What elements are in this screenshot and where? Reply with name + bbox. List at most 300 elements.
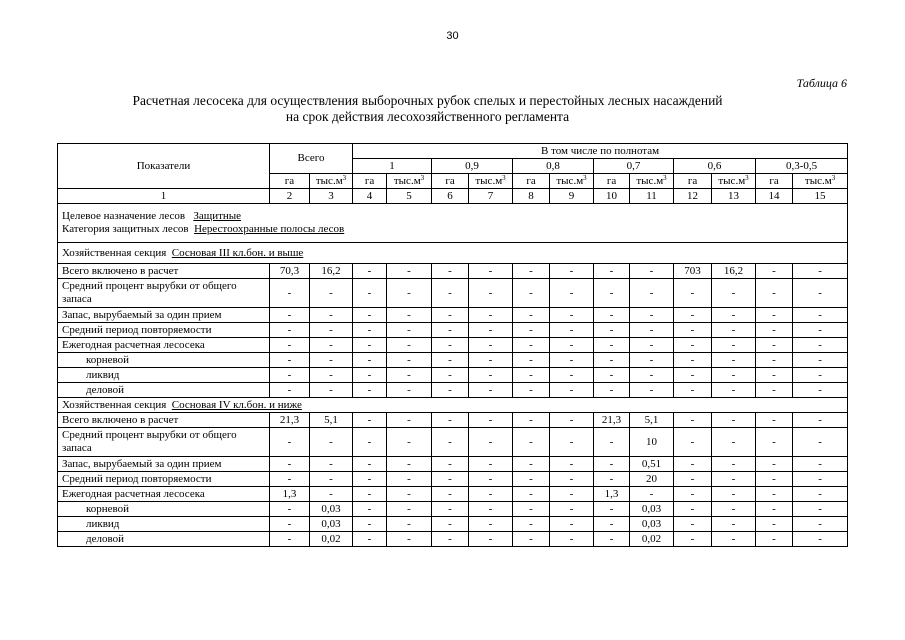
table-row <box>58 428 848 457</box>
table-cell: - <box>793 472 848 487</box>
table-cell: - <box>469 323 513 338</box>
table-cell: - <box>630 383 674 398</box>
table-label: Таблица 6 <box>796 76 847 90</box>
row-label: Средний период повторяемости <box>58 323 270 338</box>
table-row <box>58 457 848 472</box>
table-cell: - <box>513 472 550 487</box>
column-number: 9 <box>550 189 594 204</box>
table-cell: - <box>793 413 848 428</box>
table-cell: - <box>793 368 848 383</box>
table-cell: - <box>387 353 432 368</box>
header-density-1: 0,9 <box>432 159 513 174</box>
table-cell: 703 <box>674 264 712 279</box>
row-label: Средний процент вырубки от общего запаса <box>58 428 270 457</box>
header-by-density: В том числе по полнотам <box>353 144 848 159</box>
table-cell: - <box>432 532 469 547</box>
table-cell: - <box>432 487 469 502</box>
table-cell: - <box>513 487 550 502</box>
table-cell: - <box>756 502 793 517</box>
table-cell: - <box>353 383 387 398</box>
category-label: Категория защитных лесов <box>62 223 189 235</box>
purpose-label: Целевое назначение лесов <box>62 210 186 222</box>
table-cell: - <box>674 428 712 457</box>
table-cell: - <box>513 383 550 398</box>
section-2-header <box>58 398 848 413</box>
purpose-value: Защитные <box>193 210 242 222</box>
table-cell: - <box>513 323 550 338</box>
table-cell: - <box>469 517 513 532</box>
table-cell: 1,3 <box>594 487 630 502</box>
table-cell: - <box>270 532 310 547</box>
table-cell: - <box>513 338 550 353</box>
table-cell: - <box>630 308 674 323</box>
table-cell: - <box>793 279 848 308</box>
table-cell: - <box>310 368 353 383</box>
table-row <box>58 264 848 279</box>
category-value: Нерестоохранные полосы лесов <box>194 223 345 235</box>
page-number: 30 <box>446 30 459 42</box>
header-unit-m3: $тыс.м^3$ <box>550 174 594 189</box>
table-cell: - <box>469 532 513 547</box>
table-cell: 0,02 <box>630 532 674 547</box>
table-cell: - <box>712 353 756 368</box>
table-cell: 21,3 <box>270 413 310 428</box>
table-cell: 1,3 <box>270 487 310 502</box>
table-cell: 16,2 <box>310 264 353 279</box>
table-cell: - <box>550 383 594 398</box>
table-cell: - <box>353 353 387 368</box>
table-cell: - <box>353 472 387 487</box>
table-cell: - <box>550 502 594 517</box>
table-cell: - <box>513 517 550 532</box>
table-cell: - <box>712 502 756 517</box>
column-number: 15 <box>793 189 848 204</box>
table-cell: - <box>712 368 756 383</box>
table-cell: - <box>513 264 550 279</box>
table-cell: 5,1 <box>630 413 674 428</box>
table-cell: - <box>756 308 793 323</box>
table-cell: - <box>387 264 432 279</box>
table-cell: - <box>712 279 756 308</box>
table-cell: - <box>712 487 756 502</box>
table-cell: - <box>594 517 630 532</box>
table-cell: - <box>432 338 469 353</box>
table-cell: - <box>756 353 793 368</box>
table-cell: - <box>756 428 793 457</box>
table-cell: - <box>310 279 353 308</box>
table-cell: - <box>550 428 594 457</box>
table-cell: - <box>630 353 674 368</box>
header-unit-ha: га <box>674 174 712 189</box>
table-cell: - <box>594 383 630 398</box>
table-row <box>58 472 848 487</box>
table-cell: - <box>550 413 594 428</box>
table-cell: - <box>432 457 469 472</box>
row-label: Запас, вырубаемый за один прием <box>58 308 270 323</box>
table-cell: - <box>674 353 712 368</box>
table-cell: - <box>674 487 712 502</box>
row-label: деловой <box>58 383 270 398</box>
table-title <box>0 93 855 125</box>
table-cell: - <box>387 383 432 398</box>
header-total: Всего <box>270 144 353 174</box>
table-cell: - <box>469 308 513 323</box>
table-cell: - <box>270 308 310 323</box>
table-cell: - <box>469 264 513 279</box>
table-cell: - <box>310 487 353 502</box>
table-cell: - <box>793 502 848 517</box>
table-cell: - <box>353 517 387 532</box>
table-cell: - <box>793 338 848 353</box>
table-cell: - <box>270 428 310 457</box>
header-unit-ha: га <box>594 174 630 189</box>
table-cell: - <box>469 279 513 308</box>
table-cell: - <box>387 502 432 517</box>
column-number: 6 <box>432 189 469 204</box>
table-cell: - <box>756 383 793 398</box>
table-cell: - <box>793 457 848 472</box>
table-cell: - <box>270 338 310 353</box>
table-cell: - <box>550 368 594 383</box>
row-label: ликвид <box>58 368 270 383</box>
table-cell: - <box>353 413 387 428</box>
column-number: 5 <box>387 189 432 204</box>
table-row <box>58 279 848 308</box>
table-cell: - <box>432 517 469 532</box>
header-unit-ha: га <box>432 174 469 189</box>
table-cell: - <box>630 338 674 353</box>
table-row <box>58 353 848 368</box>
table-cell: - <box>432 264 469 279</box>
table-row <box>58 502 848 517</box>
table-cell: - <box>674 308 712 323</box>
table-cell: - <box>594 323 630 338</box>
table-cell: - <box>432 502 469 517</box>
table-cell: - <box>793 487 848 502</box>
table-cell: - <box>594 368 630 383</box>
table-cell: - <box>270 472 310 487</box>
table-cell: - <box>756 264 793 279</box>
header-unit-m3: $тыс.м^3$ <box>793 174 848 189</box>
header-unit-m3: $тыс.м^3$ <box>387 174 432 189</box>
header-unit-m3: $тыс.м^3$ <box>630 174 674 189</box>
table-cell: - <box>310 353 353 368</box>
column-number: 2 <box>270 189 310 204</box>
table-cell: - <box>270 502 310 517</box>
table-cell: - <box>353 308 387 323</box>
table-cell: 0,51 <box>630 457 674 472</box>
table-cell: - <box>353 338 387 353</box>
header-unit-m3: $тыс.м^3$ <box>712 174 756 189</box>
table-cell: - <box>432 383 469 398</box>
table-cell: - <box>513 502 550 517</box>
column-number: 14 <box>756 189 793 204</box>
table-row <box>58 323 848 338</box>
header-density-3: 0,7 <box>594 159 674 174</box>
table-cell: - <box>353 279 387 308</box>
table-cell: - <box>550 264 594 279</box>
column-number: 10 <box>594 189 630 204</box>
table-cell: - <box>469 428 513 457</box>
table-cell: - <box>353 502 387 517</box>
table-cell: - <box>387 338 432 353</box>
table-cell: - <box>793 428 848 457</box>
table-cell: - <box>432 279 469 308</box>
table-cell: - <box>469 413 513 428</box>
table-cell: 10 <box>630 428 674 457</box>
header-unit-ha: га <box>756 174 793 189</box>
table-cell: - <box>469 368 513 383</box>
table-cell: - <box>270 457 310 472</box>
table-cell: - <box>793 532 848 547</box>
table-cell: 21,3 <box>594 413 630 428</box>
table-cell: - <box>594 502 630 517</box>
table-cell: - <box>513 457 550 472</box>
row-label: Средний процент вырубки от общего запаса <box>58 279 270 308</box>
table-cell: - <box>432 472 469 487</box>
table-cell: - <box>387 323 432 338</box>
table-cell: - <box>712 338 756 353</box>
row-label: Ежегодная расчетная лесосека <box>58 487 270 502</box>
header-unit-ha: га <box>513 174 550 189</box>
table-cell: - <box>310 457 353 472</box>
table-cell: - <box>353 457 387 472</box>
table-cell: - <box>674 472 712 487</box>
table-cell: - <box>353 323 387 338</box>
column-number: 8 <box>513 189 550 204</box>
table-cell: - <box>674 517 712 532</box>
table-cell: - <box>712 383 756 398</box>
table-cell: - <box>712 472 756 487</box>
table-cell: 0,03 <box>310 517 353 532</box>
table-cell: - <box>712 428 756 457</box>
row-label: корневой <box>58 502 270 517</box>
table-cell: - <box>793 308 848 323</box>
table-cell: - <box>550 338 594 353</box>
table-cell: 0,03 <box>630 517 674 532</box>
section-1-value: Сосновая III кл.бон. и выше <box>171 246 304 259</box>
column-number: 1 <box>58 189 270 204</box>
table-cell: - <box>513 279 550 308</box>
section-2-label: Хозяйственная секция <box>62 398 167 411</box>
table-cell: - <box>756 338 793 353</box>
table-cell: - <box>756 323 793 338</box>
table-cell: - <box>630 487 674 502</box>
column-number: 13 <box>712 189 756 204</box>
table-cell: - <box>712 413 756 428</box>
table-cell: - <box>594 338 630 353</box>
table-cell: - <box>550 323 594 338</box>
row-label: Всего включено в расчет <box>58 264 270 279</box>
header-density-4: 0,6 <box>674 159 756 174</box>
table-cell: - <box>310 472 353 487</box>
table-cell: - <box>432 353 469 368</box>
table-cell: - <box>550 487 594 502</box>
table-cell: - <box>630 368 674 383</box>
column-number: 7 <box>469 189 513 204</box>
header-unit-ha: га <box>270 174 310 189</box>
table-cell: - <box>594 457 630 472</box>
table-cell: - <box>674 413 712 428</box>
table-cell: - <box>387 413 432 428</box>
column-number: 3 <box>310 189 353 204</box>
table-cell: - <box>594 308 630 323</box>
purpose-block <box>58 204 848 243</box>
column-number: 11 <box>630 189 674 204</box>
table-cell: - <box>270 383 310 398</box>
column-number: 4 <box>353 189 387 204</box>
header-density-5: 0,3-0,5 <box>756 159 848 174</box>
table-cell: 16,2 <box>712 264 756 279</box>
table-cell: - <box>432 308 469 323</box>
table-row <box>58 413 848 428</box>
table-cell: - <box>594 353 630 368</box>
table-cell: - <box>594 428 630 457</box>
table-cell: - <box>756 279 793 308</box>
table-cell: - <box>310 383 353 398</box>
title-line-2: на срок действия лесохозяйственного регламента <box>285 109 570 124</box>
title-line-1: Расчетная лесосека для осуществления выборочных рубок спелых и перестойных лесных насаждений <box>132 93 723 108</box>
table-cell: - <box>793 517 848 532</box>
table-cell: - <box>594 472 630 487</box>
table-cell: - <box>310 308 353 323</box>
table-cell: - <box>353 368 387 383</box>
table-cell: - <box>674 457 712 472</box>
table-cell: - <box>387 472 432 487</box>
header-unit-m3: $тыс.м^3$ <box>469 174 513 189</box>
table-cell: - <box>387 308 432 323</box>
table-cell: - <box>432 368 469 383</box>
table-cell: - <box>469 338 513 353</box>
table-cell: - <box>756 532 793 547</box>
table-cell: - <box>712 457 756 472</box>
header-unit-ha: га <box>353 174 387 189</box>
table-cell: - <box>432 323 469 338</box>
table-cell: - <box>550 353 594 368</box>
table-cell: 0,03 <box>310 502 353 517</box>
row-label: Средний период повторяемости <box>58 472 270 487</box>
table-cell: - <box>674 338 712 353</box>
table-cell: - <box>674 279 712 308</box>
table-cell: - <box>310 323 353 338</box>
table-cell: - <box>550 308 594 323</box>
table-cell: - <box>550 457 594 472</box>
table-cell: - <box>513 353 550 368</box>
table-row <box>58 308 848 323</box>
table-cell: - <box>756 368 793 383</box>
table-cell: - <box>756 457 793 472</box>
felling-table <box>57 143 848 547</box>
table-cell: - <box>353 428 387 457</box>
table-cell: - <box>387 457 432 472</box>
table-cell: - <box>712 308 756 323</box>
table-cell: - <box>310 338 353 353</box>
row-label: деловой <box>58 532 270 547</box>
table-cell: - <box>469 472 513 487</box>
header-density-2: 0,8 <box>513 159 594 174</box>
header-unit-m3: $тыс.м^3$ <box>310 174 353 189</box>
table-cell: - <box>594 532 630 547</box>
table-cell: - <box>469 457 513 472</box>
table-cell: - <box>387 428 432 457</box>
table-cell: - <box>353 532 387 547</box>
table-cell: 20 <box>630 472 674 487</box>
table-cell: - <box>513 308 550 323</box>
table-row <box>58 532 848 547</box>
table-cell: - <box>550 517 594 532</box>
table-cell: - <box>469 487 513 502</box>
table-cell: - <box>513 532 550 547</box>
table-cell: - <box>674 323 712 338</box>
table-cell: - <box>630 264 674 279</box>
header-indicators: Показатели <box>58 144 270 189</box>
table-cell: - <box>550 532 594 547</box>
table-cell: - <box>674 368 712 383</box>
table-cell: - <box>756 517 793 532</box>
table-cell: 0,03 <box>630 502 674 517</box>
table-row <box>58 383 848 398</box>
table-row <box>58 487 848 502</box>
table-cell: - <box>387 279 432 308</box>
table-cell: - <box>756 472 793 487</box>
table-row <box>58 517 848 532</box>
table-cell: 5,1 <box>310 413 353 428</box>
table-cell: - <box>550 279 594 308</box>
row-label: корневой <box>58 353 270 368</box>
table-cell: - <box>270 353 310 368</box>
table-cell: - <box>793 353 848 368</box>
table-cell: - <box>674 383 712 398</box>
row-label: ликвид <box>58 517 270 532</box>
column-number: 12 <box>674 189 712 204</box>
header-density-0: 1 <box>353 159 432 174</box>
table-cell: - <box>432 413 469 428</box>
table-cell: - <box>469 383 513 398</box>
table-cell: - <box>756 487 793 502</box>
table-cell: - <box>469 502 513 517</box>
table-cell: - <box>674 502 712 517</box>
table-cell: - <box>387 517 432 532</box>
table-cell: 70,3 <box>270 264 310 279</box>
row-label: Всего включено в расчет <box>58 413 270 428</box>
table-cell: - <box>387 368 432 383</box>
section-1-header <box>58 243 848 264</box>
table-cell: - <box>270 323 310 338</box>
table-cell: - <box>270 368 310 383</box>
table-cell: - <box>550 472 594 487</box>
table-cell: - <box>270 517 310 532</box>
table-cell: 0,02 <box>310 532 353 547</box>
table-row <box>58 338 848 353</box>
table-cell: - <box>712 517 756 532</box>
table-cell: - <box>513 428 550 457</box>
row-label: Запас, вырубаемый за один прием <box>58 457 270 472</box>
table-cell: - <box>594 279 630 308</box>
table-cell: - <box>630 279 674 308</box>
table-row <box>58 368 848 383</box>
table-cell: - <box>674 532 712 547</box>
table-cell: - <box>513 413 550 428</box>
table-cell: - <box>432 428 469 457</box>
section-2-value: Сосновая IV кл.бон. и ниже <box>171 398 302 411</box>
table-cell: - <box>594 264 630 279</box>
table-cell: - <box>756 413 793 428</box>
table-cell: - <box>793 264 848 279</box>
table-cell: - <box>712 532 756 547</box>
table-cell: - <box>387 487 432 502</box>
table-cell: - <box>630 323 674 338</box>
table-cell: - <box>310 428 353 457</box>
